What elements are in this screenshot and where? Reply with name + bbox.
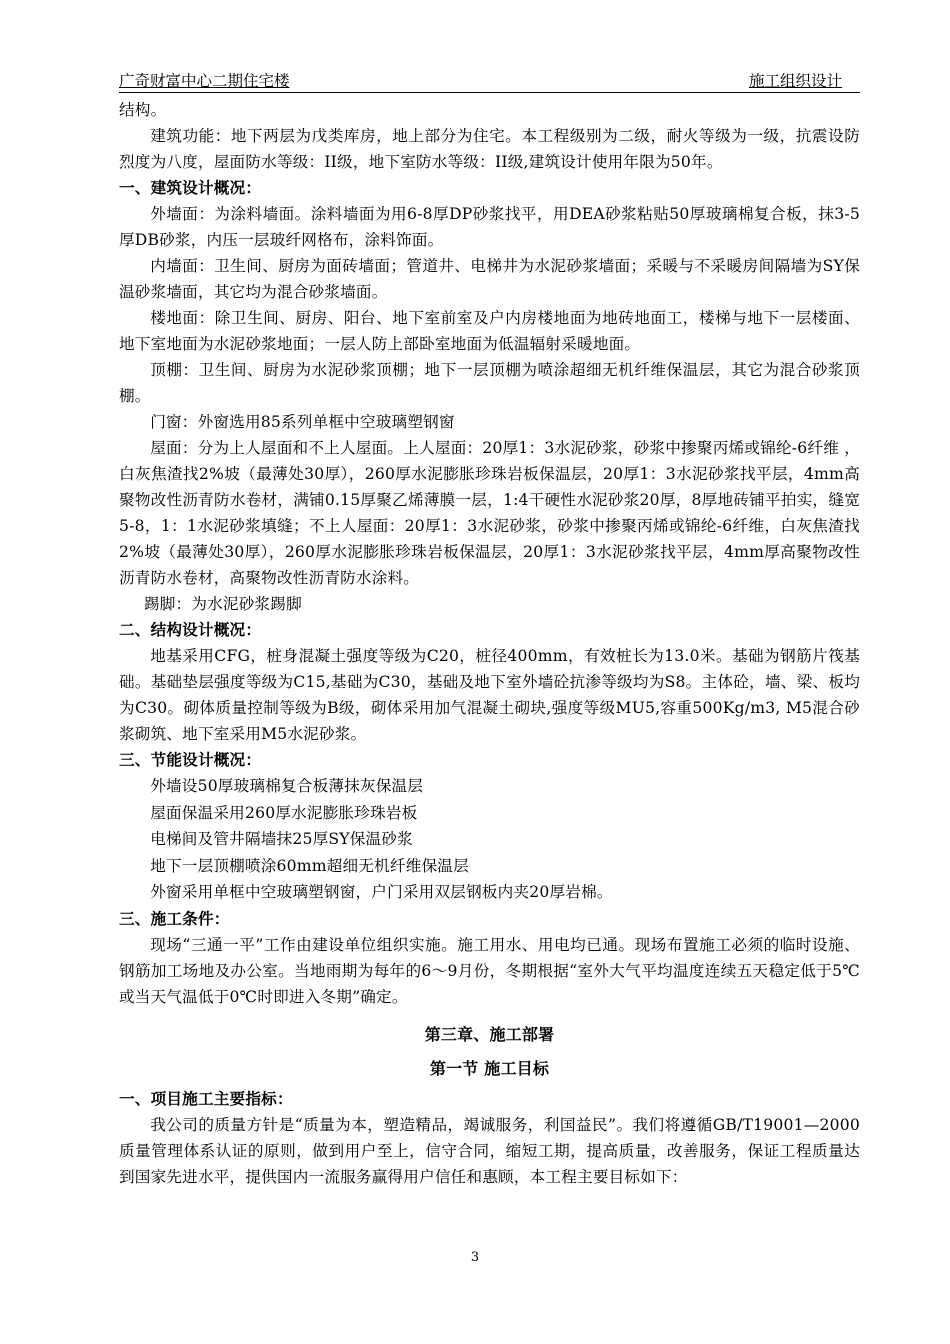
paragraph: 内墙面：卫生间、厨房为面砖墙面；管道井、电梯井为水泥砂浆墙面；采暖与不采暖房间隔墙为SY保温砂浆墙面，其它均为混合砂浆墙面。 [119, 257, 860, 301]
paragraph: 屋面：分为上人屋面和不上人屋面。上人屋面：20厚1：3水泥砂浆，砂浆中掺聚丙烯或锦纶-6纤维 ， 白灰焦渣找2%坡（最薄处30厚），260厚水泥膨胀珍珠岩板保温层，20厚1：3水泥砂浆找平层，4mm高聚物改性沥青防水卷材，满铺0.15厚聚乙烯薄膜一层，1:4干硬性水泥砂浆20厚，8厚地砖铺平拍实，缝宽5-8，1：1水泥砂浆填缝；不上人屋面：20厚1：3水泥砂浆，砂浆中掺聚丙烯或锦纶-6纤维，白灰焦渣找2%坡（最薄处30厚），260厚水泥膨胀珍珠岩板保温层，20厚1：3水泥砂浆找平层，4mm厚高聚物改性沥青防水卷材，高聚物改性沥青防水涂料。 [119, 439, 860, 587]
document-body [119, 97, 860, 1190]
page-number: 3 [470, 1250, 480, 1265]
paragraph: 外墙面：为涂料墙面。涂料墙面为用6-8厚DP砂浆找平，用DEA砂浆粘贴50厚玻璃棉复合板，抹3-5厚DB砂浆，内压一层玻纤网格布，涂料饰面。 [119, 205, 860, 249]
list-item: 地下一层顶棚喷涂60mm超细无机纤维保温层 [150, 856, 469, 875]
section-heading: 二、结构设计概况： [119, 621, 262, 639]
section-heading: 一、项目施工主要指标： [119, 1089, 293, 1108]
page-header [119, 70, 860, 93]
list-item: 屋面保温采用260厚水泥膨胀珍珠岩板 [150, 803, 418, 822]
paragraph: 我公司的质量方针是“质量为本，塑造精品，竭诚服务，利国益民”。我们将遵循GB/T19001—2000质量管理体系认证的原则，做到用户至上，信守合同，缩短工期，提高质量，改善服务，保证工程质量达到国家先进水平，提供国内一流服务赢得用户信任和惠顾，本工程主要目标如下： [119, 1115, 860, 1186]
paragraph: 楼地面：除卫生间、厨房、阳台、地下室前室及户内房楼地面为地砖地面工，楼梯与地下一层楼面、地下室地面为水泥砂浆地面；一层人防上部卧室地面为低温辐射采暖地面。 [119, 309, 860, 353]
paragraph: 门窗：外窗选用85系列单框中空玻璃塑钢窗 [150, 413, 455, 431]
paragraph: 顶棚：卫生间、厨房为水泥砂浆顶棚；地下一层顶棚为喷涂超细无机纤维保温层，其它为混合砂浆顶棚。 [119, 361, 860, 405]
paragraph: 踢脚：为水泥砂浆踢脚 [143, 595, 302, 613]
paragraph: 建筑功能：地下两层为戊类库房，地上部分为住宅。本工程级别为二级，耐火等级为一级，抗震设防烈度为八度，屋面防水等级：II级，地下室防水等级：II级,建筑设计使用年限为50年。 [119, 127, 860, 171]
section-heading: 一、建筑设计概况： [119, 179, 262, 197]
section-heading: 三、节能设计概况： [119, 751, 262, 769]
section-heading: 三、施工条件： [119, 909, 230, 928]
header-project-title: 广奇财富中心二期住宅楼 [119, 72, 290, 90]
list-item: 电梯间及管井隔墙抹25厚SY保温砂浆 [150, 830, 413, 848]
paragraph: 现场“三通一平”工作由建设单位组织实施。施工用水、用电均已通。现场布置施工必须的临时设施、钢筋加工场地及办公室。当地雨期为每年的6～9月份，冬期根据“室外大气平均温度连续五天稳定低于5℃或当天气温低于0℃时即进入冬期”确定。 [119, 935, 860, 1006]
list-item: 外墙设50厚玻璃棉复合板薄抹灰保温层 [150, 777, 424, 795]
paragraph: 结构。 [119, 101, 167, 119]
paragraph: 地基采用CFG，桩身混凝土强度等级为C20，桩径400mm，有效桩长为13.0米。基础为钢筋片筏基础。基础垫层强度等级为C15,基础为C30，基础及地下室外墙砼抗渗等级均为S8。主体砼，墙、梁、板均为C30。砌体质量控制等级为B级，砌体采用加气混凝土砌块,强度等级MU5,容重500Kg/m3, M5混合砂浆砌筑、地下室采用M5水泥砂浆。 [119, 647, 860, 743]
section-title: 第一节 施工目标 [429, 1058, 550, 1078]
header-document-title: 施工组织设计 [748, 72, 842, 90]
chapter-title: 第三章、施工部署 [424, 1024, 555, 1044]
list-item: 外窗采用单框中空玻璃塑钢窗，户门采用双层钢板内夹20厚岩棉。 [150, 883, 613, 901]
